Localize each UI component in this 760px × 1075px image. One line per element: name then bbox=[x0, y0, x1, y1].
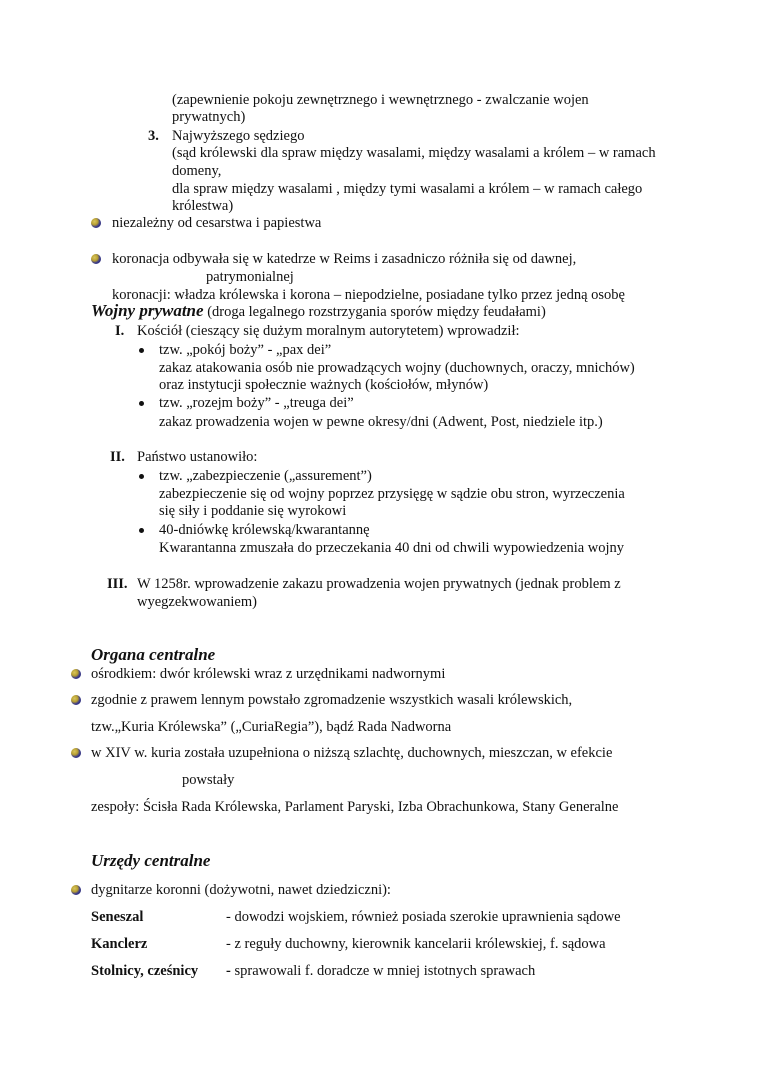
text-line: (zapewnienie pokoju zewnętrznego i wewnętrznego - zwalczanie wojen bbox=[172, 92, 589, 108]
text-line: tzw.„Kuria Królewska” („CuriaRegia”), bądź Rada Nadworna bbox=[91, 719, 452, 735]
text-line: 40-dniówkę królewską/kwarantannę bbox=[159, 522, 370, 538]
text-line: dla spraw między wasalami , między tymi wasalami a królem – w ramach całego bbox=[172, 181, 643, 197]
section-heading: Organa centralne bbox=[91, 645, 216, 664]
office-name: Seneszal bbox=[91, 909, 144, 925]
office-desc: - dowodzi wojskiem, również posiada szerokie uprawnienia sądowe bbox=[226, 909, 621, 925]
section-heading: Wojny prywatne (droga legalnego rozstrzygania sporów między feudałami) bbox=[91, 301, 546, 320]
text-line: tzw. „rozejm boży” - „treuga dei” bbox=[159, 395, 354, 411]
text-line: koronacji: władza królewska i korona – niepodzielne, posiadane tylko przez jedną osobę bbox=[112, 287, 625, 303]
bullet-icon bbox=[71, 669, 81, 679]
text-line: Kwarantanna zmuszała do przeczekania 40 dni od chwili wypowiedzenia wojny bbox=[159, 540, 625, 556]
list-number: II. bbox=[110, 449, 125, 465]
office-name: Stolnicy, cześnicy bbox=[91, 963, 199, 979]
text-line: wyegzekwowaniem) bbox=[137, 594, 257, 610]
office-name: Kanclerz bbox=[91, 936, 148, 952]
text-line: oraz instytucji społecznie ważnych (kościołów, młynów) bbox=[159, 377, 489, 393]
text-line: ośrodkiem: dwór królewski wraz z urzędnikami nadwornymi bbox=[91, 666, 446, 682]
bullet-icon bbox=[139, 401, 144, 406]
text-line: (sąd królewski dla spraw między wasalami, między wasalami a królem – w ramach bbox=[172, 145, 656, 161]
text-line: prywatnych) bbox=[172, 109, 246, 125]
text-line: zakaz atakowania osób nie prowadzących wojny (duchownych, oraczy, mnichów) bbox=[159, 360, 635, 376]
text-line: Najwyższego sędziego bbox=[172, 128, 305, 144]
text-line: zakaz prowadzenia wojen w pewne okresy/dni (Adwent, Post, niedziele itp.) bbox=[159, 414, 603, 430]
text-line: w XIV w. kuria została uzupełniona o niższą szlachtę, duchownych, mieszczan, w efekcie bbox=[91, 745, 613, 761]
text-line: tzw. „zabezpieczenie („assurement”) bbox=[159, 468, 372, 484]
text-line: dygnitarze koronni (dożywotni, nawet dziedziczni): bbox=[91, 882, 391, 898]
bullet-icon bbox=[139, 528, 144, 533]
office-desc: - z reguły duchowny, kierownik kancelarii królewskiej, f. sądowa bbox=[226, 936, 606, 952]
bullet-icon bbox=[91, 218, 101, 228]
text-line: niezależny od cesarstwa i papiestwa bbox=[112, 215, 322, 231]
bullet-icon bbox=[91, 254, 101, 264]
list-number: I. bbox=[115, 323, 125, 339]
list-number: III. bbox=[107, 576, 128, 592]
office-desc: - sprawowali f. doradcze w mniej istotnych sprawach bbox=[226, 963, 536, 979]
text-line: domeny, bbox=[172, 163, 222, 179]
bullet-icon bbox=[71, 695, 81, 705]
list-number: 3. bbox=[148, 128, 159, 144]
text-line: Kościół (cieszący się dużym moralnym autorytetem) wprowadził: bbox=[137, 323, 520, 339]
text-line: zabezpieczenie się od wojny poprzez przysięgę w sądzie obu stron, wyrzeczenia bbox=[159, 486, 625, 502]
text-line: powstały bbox=[182, 772, 235, 788]
text-line: się siły i poddanie się wyrokowi bbox=[159, 503, 347, 519]
bullet-icon bbox=[71, 748, 81, 758]
bullet-icon bbox=[139, 348, 144, 353]
section-heading: Urzędy centralne bbox=[91, 851, 211, 870]
text-line: koronacja odbywała się w katedrze w Reims i zasadniczo różniła się od dawnej, bbox=[112, 251, 577, 267]
text-line: Państwo ustanowiło: bbox=[137, 449, 258, 465]
bullet-icon bbox=[71, 885, 81, 895]
text-line: patrymonialnej bbox=[206, 269, 294, 285]
text-line: tzw. „pokój boży” - „pax dei” bbox=[159, 342, 332, 358]
text-line: zgodnie z prawem lennym powstało zgromadzenie wszystkich wasali królewskich, bbox=[91, 692, 573, 708]
text-line: W 1258r. wprowadzenie zakazu prowadzenia wojen prywatnych (jednak problem z bbox=[137, 576, 621, 592]
text-line: królestwa) bbox=[172, 198, 234, 214]
bullet-icon bbox=[139, 474, 144, 479]
text-line: zespoły: Ścisła Rada Królewska, Parlament Paryski, Izba Obrachunkowa, Stany Generalne bbox=[91, 799, 619, 815]
